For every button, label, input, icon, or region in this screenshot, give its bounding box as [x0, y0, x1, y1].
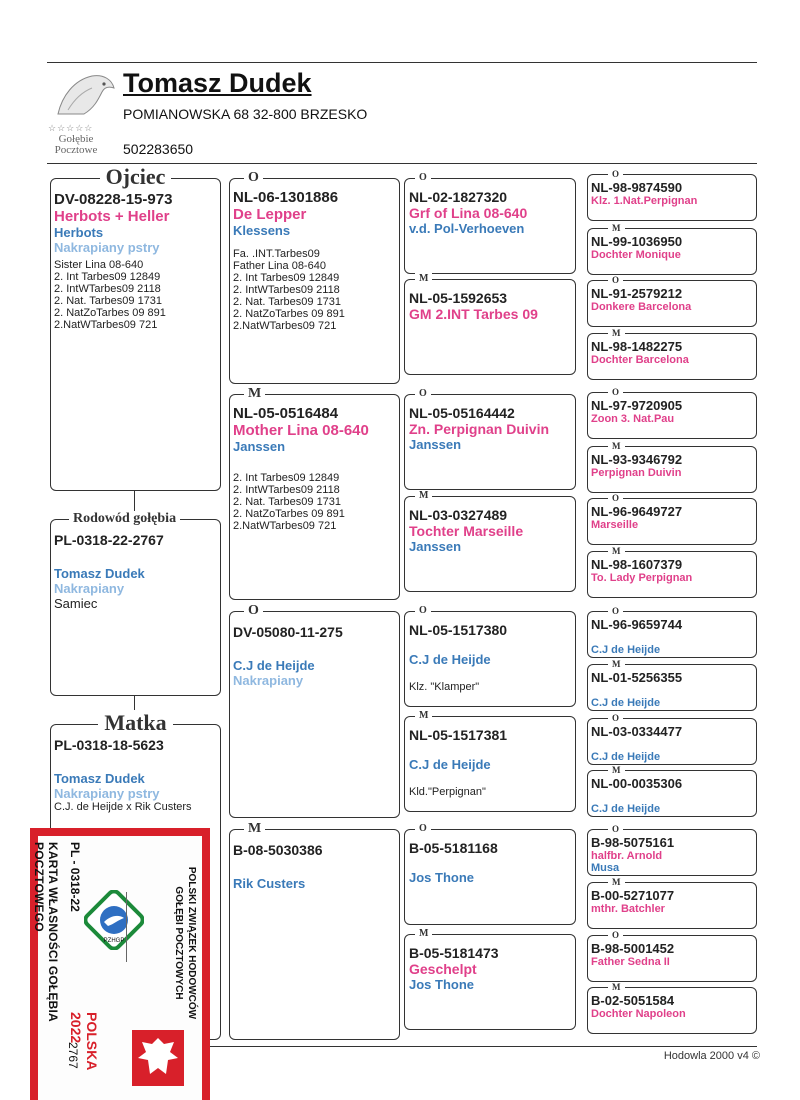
- gen4-line1: Father Sedna II: [591, 956, 670, 968]
- subject-sex: Samiec: [54, 596, 98, 611]
- subject-ring: PL-0318-22-2767: [54, 532, 164, 548]
- gen4-box: [587, 713, 757, 765]
- gen3-box: [404, 823, 576, 925]
- card-title: KARTA WŁASNOŚCI GOŁĘBIA POCZTOWEGO: [32, 842, 60, 1022]
- gen3-tag: M: [415, 928, 432, 940]
- dam-owner: Tomasz Dudek: [54, 771, 145, 786]
- gen4-line1: [591, 685, 755, 697]
- gen3-ring: NL-05-1592653: [409, 290, 508, 306]
- gen3-name: Tochter Marseille: [409, 523, 524, 539]
- gen3-ring: NL-03-0327489: [409, 507, 508, 523]
- dam-note: C.J. de Heijde x Rik Custers: [54, 801, 192, 813]
- gen4-tag: M: [608, 328, 625, 338]
- gen4-tag: M: [608, 765, 625, 775]
- gen2-name: Mother Lina 08-640: [233, 422, 369, 439]
- gen4-tag: O: [608, 387, 623, 397]
- pigeon-logo: ☆☆☆☆☆ Gołębie Pocztowe: [48, 70, 120, 160]
- gen4-ring: B-98-5001452: [591, 941, 675, 956]
- gen4-tag: M: [608, 659, 625, 669]
- gen4-ring: NL-91-2579212: [591, 286, 683, 301]
- gen3-tag: O: [415, 605, 431, 617]
- header-top-rule: [47, 62, 757, 63]
- gen4-ring: NL-01-5256355: [591, 670, 683, 685]
- gen2-box: O NL-06-1301886 De Lepper Klessens Fa. .INT.Tarbes09 Father Lina 08-640 2. Int Tarbes09 12849 2. IntWTarbes09 2118 2. Nat. Tarbes09 1731 2. NatZoTarbes 09 891 2.NatWTarbes09 721: [229, 178, 400, 384]
- gen4-line2: Musa: [591, 862, 620, 874]
- gen3-name: GM 2.INT Tarbes 09: [409, 306, 538, 322]
- gen4-ring: NL-96-9649727: [591, 504, 683, 519]
- gen4-box: [587, 765, 757, 817]
- gen3-box: [404, 605, 576, 707]
- gen3-name: Geschelpt: [409, 961, 477, 977]
- footer-software: Hodowla 2000 v4 ©: [663, 1050, 760, 1062]
- gen4-line1: To. Lady Perpignan: [591, 572, 693, 584]
- gen3-tag: O: [415, 823, 431, 835]
- gen3-ring: B-05-5181168: [409, 840, 498, 856]
- gen4-box: [587, 982, 757, 1034]
- gen3-name: Grf of Lina 08-640: [409, 205, 528, 221]
- gen4-tag: M: [608, 223, 625, 233]
- gen4-ring: NL-00-0035306: [591, 776, 683, 791]
- gen4-line2: C.J de Heijde: [591, 751, 661, 763]
- gen2-ring: DV-05080-11-275: [233, 624, 343, 640]
- gen3-box: [404, 710, 576, 812]
- gen4-line1: Dochter Napoleon: [591, 1008, 686, 1020]
- gen4-tag: O: [608, 713, 623, 723]
- gen4-ring: NL-93-9346792: [591, 452, 683, 467]
- gen4-box: [587, 387, 757, 439]
- subject-color: Nakrapiany: [54, 581, 125, 596]
- gen2-ring: NL-05-0516484: [233, 405, 339, 422]
- gen2-name: De Lepper: [233, 206, 307, 223]
- sire-box: [50, 164, 221, 491]
- gen4-tag: O: [608, 169, 623, 179]
- sire-notes: Sister Lina 08-640 2. Int Tarbes09 12849 2. IntWTarbes09 2118 2. Nat. Tarbes09 1731 2. NatZoTarbes 09 891 2.NatWTarbes09 721: [54, 259, 166, 331]
- gen4-line1: [591, 739, 755, 751]
- gen4-ring: NL-96-9659744: [591, 617, 683, 632]
- gen2-box: M NL-05-0516484 Mother Lina 08-640 Janssen 2. Int Tarbes09 12849 2. IntWTarbes09 2118 2. Nat. Tarbes09 1731 2. NatZoTarbes 09 891 2.NatWTarbes09 721: [229, 394, 400, 600]
- owner-phone: 502283650: [123, 141, 194, 157]
- gen3-tag: M: [415, 490, 432, 502]
- gen4-tag: M: [608, 546, 625, 556]
- subject-owner: Tomasz Dudek: [54, 566, 145, 581]
- gen4-box: [587, 493, 757, 545]
- gen3-ring: NL-05-05164442: [409, 405, 515, 421]
- gen4-line1: Perpignan Duivin: [591, 467, 682, 479]
- gen2-breeder: Janssen: [233, 439, 286, 454]
- gen4-tag: O: [608, 275, 623, 285]
- gen3-breeder: C.J de Heijde: [409, 652, 491, 667]
- gen4-box: [587, 930, 757, 982]
- card-country: POLSKA 2022: [68, 1012, 100, 1070]
- subject-box: [50, 511, 221, 696]
- gen4-box: [587, 441, 757, 493]
- sire-name: Herbots + Heller: [54, 208, 170, 225]
- gen3-tag: M: [415, 273, 432, 285]
- gen4-tag: M: [608, 877, 625, 887]
- gen2-breeder: Rik Custers: [233, 876, 306, 891]
- gen3-box: [404, 928, 576, 1030]
- gen4-line2: C.J de Heijde: [591, 697, 661, 709]
- gen4-box: [587, 877, 757, 929]
- gen3-tag: O: [415, 172, 431, 184]
- gen2-ring: B-08-5030386: [233, 842, 323, 858]
- gen4-box: [587, 546, 757, 598]
- dam-color: Nakrapiany pstry: [54, 786, 160, 801]
- gen4-box: [587, 223, 757, 275]
- gen4-ring: NL-99-1036950: [591, 234, 683, 249]
- sire-title: Ojciec: [100, 164, 172, 189]
- card-ring-suffix: 2767: [66, 1042, 80, 1069]
- gen2-notes: 2. Int Tarbes09 12849 2. IntWTarbes09 2118 2. Nat. Tarbes09 1731 2. NatZoTarbes 09 891 2.NatWTarbes09 721: [233, 472, 345, 532]
- gen4-line1: mthr. Batchler: [591, 903, 665, 915]
- gen3-tag: M: [415, 710, 432, 722]
- gen2-breeder: C.J de Heijde: [233, 658, 315, 673]
- pzhgp-badge-icon: [84, 890, 144, 950]
- gen4-box: [587, 659, 757, 711]
- gen4-line1: Dochter Monique: [591, 249, 681, 261]
- gen2-box: M B-08-5030386 Rik Custers: [229, 829, 400, 1040]
- gen4-line1: [591, 791, 755, 803]
- gen3-breeder: Jos Thone: [409, 977, 475, 992]
- gen3-ring: NL-02-1827320: [409, 189, 508, 205]
- subject-title: Rodowód gołębia: [69, 511, 180, 527]
- gen3-ring: NL-05-1517381: [409, 727, 508, 743]
- card-ring-prefix: PL - 0318-22: [68, 842, 82, 912]
- gen3-box: [404, 388, 576, 490]
- gen3-note: Kld."Perpignan": [409, 786, 486, 798]
- gen4-tag: O: [608, 606, 623, 616]
- sire-color: Nakrapiany pstry: [54, 240, 160, 255]
- owner-name: Tomasz Dudek: [123, 68, 312, 98]
- gen4-line2: C.J de Heijde: [591, 644, 661, 656]
- gen2-ring: NL-06-1301886: [233, 189, 339, 206]
- svg-text:PZHGP: PZHGP: [103, 938, 125, 944]
- gen2-box: O DV-05080-11-275 C.J de Heijde Nakrapiany: [229, 611, 400, 818]
- gen3-ring: NL-05-1517380: [409, 622, 508, 638]
- gen4-ring: NL-98-9874590: [591, 180, 683, 195]
- dam-title: Matka: [98, 710, 172, 735]
- ownership-card: [30, 828, 210, 1100]
- gen3-breeder: C.J de Heijde: [409, 757, 491, 772]
- gen3-ring: B-05-5181473: [409, 945, 499, 961]
- gen3-name: Zn. Perpignan Duivin: [409, 421, 550, 437]
- gen4-box: [587, 606, 757, 658]
- gen3-box: [404, 490, 576, 592]
- gen4-tag: M: [608, 982, 625, 992]
- polish-eagle-icon: [130, 1028, 186, 1088]
- gen4-ring: NL-97-9720905: [591, 398, 683, 413]
- gen4-line1: Donkere Barcelona: [591, 301, 692, 313]
- gen3-note: Klz. "Klamper": [409, 681, 480, 693]
- gen4-tag: M: [608, 441, 625, 451]
- gen3-breeder: Janssen: [409, 437, 462, 452]
- gen2-notes: Fa. .INT.Tarbes09 Father Lina 08-640 2. Int Tarbes09 12849 2. IntWTarbes09 2118 2. Nat. Tarbes09 1731 2. NatZoTarbes 09 891 2.NatWTarbes09 721: [233, 248, 345, 332]
- sire-breeder: Herbots: [54, 225, 104, 240]
- gen3-breeder: Janssen: [409, 539, 462, 554]
- gen3-breeder: v.d. Pol-Verhoeven: [409, 221, 525, 236]
- gen4-box: [587, 824, 757, 876]
- gen4-tag: O: [608, 930, 623, 940]
- card-org: POLSKI ZWIĄZEK HODOWCÓW GOŁĘBI POCZTOWYCH: [173, 866, 197, 1020]
- gen4-box: [587, 328, 757, 380]
- gen4-line1: [591, 632, 755, 644]
- gen4-line1: Dochter Barcelona: [591, 354, 689, 366]
- gen4-line2: C.J de Heijde: [591, 803, 661, 815]
- gen4-tag: O: [608, 824, 623, 834]
- gen4-line1: Klz. 1.Nat.Perpignan: [591, 195, 698, 207]
- gen4-box: [587, 169, 757, 221]
- gen3-breeder: Jos Thone: [409, 870, 475, 885]
- gen4-line1: halfbr. Arnold: [591, 850, 663, 862]
- pin-line: [126, 892, 127, 962]
- gen4-ring: B-02-5051584: [591, 993, 675, 1008]
- gen4-tag: O: [608, 493, 623, 503]
- gen4-ring: B-98-5075161: [591, 835, 675, 850]
- gen4-line1: Marseille: [591, 519, 639, 531]
- gen3-box: [404, 172, 576, 274]
- gen4-ring: B-00-5271077: [591, 888, 675, 903]
- dam-ring: PL-0318-18-5623: [54, 737, 164, 753]
- gen4-line1: Zoon 3. Nat.Pau: [591, 413, 675, 425]
- gen4-ring: NL-98-1607379: [591, 557, 683, 572]
- gen2-color: Nakrapiany: [233, 673, 304, 688]
- gen2-breeder: Klessens: [233, 223, 291, 238]
- gen4-ring: NL-98-1482275: [591, 339, 683, 354]
- gen4-box: [587, 275, 757, 327]
- gen4-ring: NL-03-0334477: [591, 724, 683, 739]
- sire-ring: DV-08228-15-973: [54, 191, 173, 208]
- gen3-box: [404, 273, 576, 375]
- gen3-tag: O: [415, 388, 431, 400]
- owner-address: POMIANOWSKA 68 32-800 BRZESKO: [123, 106, 368, 122]
